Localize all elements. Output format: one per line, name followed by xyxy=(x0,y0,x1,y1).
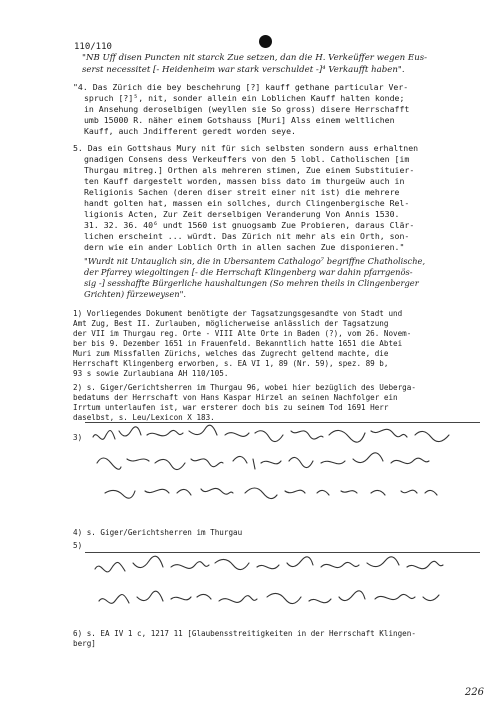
body-line: Thurgau mitreg.] Orthen als mehreren stimen, Zue einem Substituier- xyxy=(84,165,415,175)
footnote-line: Herrschaft Klingenberg erworben, s. EA VI 1, 89 (Nr. 59), spez. 89 b, xyxy=(73,359,389,368)
footnote-line: berg] xyxy=(73,639,96,648)
footnote-line: 93 s sowie Zurlaubiana AH 110/105. xyxy=(73,369,229,378)
body-line: 31. 32. 36. 40⁶ undt 1560 ist gnuogsamb Zue Probieren, daraus Clär- xyxy=(84,220,415,230)
body-line: handt golten hat, massen ein sollches, durch Clingenbergische Rel- xyxy=(84,198,410,208)
footnote-line: 2) s. Giger/Gerichtsherren im Thurgau 96, wobei hier bezüglich des Ueberga- xyxy=(73,383,416,392)
body-line: Religionis Sachen (deren diser streit einer nit ist) die mehrere xyxy=(84,187,400,197)
footnote-line: ber bis 9. Dezember 1651 in Frauenfeld. Bekanntlich hatte 1651 die Abtei xyxy=(73,339,403,348)
footnote-3-label: 3) xyxy=(73,433,83,442)
page-number: 226 xyxy=(464,687,484,698)
page-id: 110/110 xyxy=(74,42,112,52)
body-line: dern wie ein ander Loblich Orth in allen sachen Zue disponieren." xyxy=(84,242,405,252)
handwriting-excerpt-3 xyxy=(85,422,480,519)
body-line: serst necessitet [- Heidenheim war stark verschuldet -]⁴ Verkaufft haben". xyxy=(82,65,405,75)
body-line: 5. Das ein Gottshaus Mury nit für sich selbsten sondern auss erhaltnen xyxy=(73,143,419,153)
footnote-line: Amt Zug, Best II. Zurlauben, möglicherweise anlässlich der Tagsatzung xyxy=(73,319,389,328)
body-line: sig -] sesshaffte Bürgerliche haushaltungen (So mehren theils in Clingenberger xyxy=(84,278,419,288)
hole-punch-mark xyxy=(259,35,272,48)
footnote-line: daselbst, s. Leu/Lexicon X 183. xyxy=(73,413,215,422)
body-line: Grichten) fürzeweysen". xyxy=(84,289,187,299)
body-line: der Pfarrey wiegoltingen [- die Herrschaft Klingenberg war dahin pfarrgenös- xyxy=(84,267,413,277)
body-line: Kauff, auch Jndifferent geredt worden seye. xyxy=(84,126,296,136)
footnote-line: bedatums der Herrschaft von Hans Kaspar Hirzel an seinen Nachfolger ein xyxy=(73,393,398,402)
footnote-line: Irrtum unterlaufen ist, war ersterer doch bis zu seinem Tod 1691 Herr xyxy=(73,403,389,412)
body-line: ligionis Acten, Zur Zeit derselbigen Veranderung Von Annis 1530. xyxy=(84,209,400,219)
body-line: in Ansehung deroselbigen (weyllen sie So gross) disere Herrschafft xyxy=(84,104,410,114)
footnote-line: der VII im Thurgau reg. Orte - VIII Alte Orte in Baden (?), vom 26. Novem- xyxy=(73,329,412,338)
footnote-line: Muri zum Missfallen Zürichs, welches das Zugrecht geltend machte, die xyxy=(73,349,389,358)
body-line: spruch [?]⁵, nit, sonder allein ein Loblichen Kauff halten konde; xyxy=(84,93,405,103)
body-line: "NB Uff disen Puncten nit starck Zue setzen, dan die H. Verkeüffer wegen Eus- xyxy=(82,53,428,63)
body-line: umb 15000 R. näher einem Gotshauss [Muri] Alss einem weltlichen xyxy=(84,115,395,125)
footnote-line: 1) Vorliegendes Dokument benötigte der Tagsatzungsgesandte von Stadt und xyxy=(73,309,403,318)
body-line: ten Kauff dargestelt worden, massen biss dato im thurgeüw auch in xyxy=(84,176,405,186)
body-line: "Wurdt nit Untauglich sin, die in Ubersantem Cathalogo⁷ begriffne Chatholische, xyxy=(84,256,426,266)
handwriting-excerpt-5 xyxy=(85,552,480,623)
body-line: gnadigen Consens dess Verkeuffers von den 5 lobl. Catholischen [im xyxy=(84,154,410,164)
footnote-line: 6) s. EA IV 1 c, 1217 11 [Glaubensstreitigkeiten in der Herrschaft Klingen- xyxy=(73,629,416,638)
footnote-5-label: 5) xyxy=(73,541,83,550)
body-line: lichen erscheint ... würdt. Das Zürich nit mehr als ein Orth, son- xyxy=(84,231,410,241)
footnote-line: 4) s. Giger/Gerichtsherren im Thurgau xyxy=(73,528,243,537)
body-line: "4. Das Zürich die bey beschehrung [?] kauff gethane particular Ver- xyxy=(73,82,409,92)
